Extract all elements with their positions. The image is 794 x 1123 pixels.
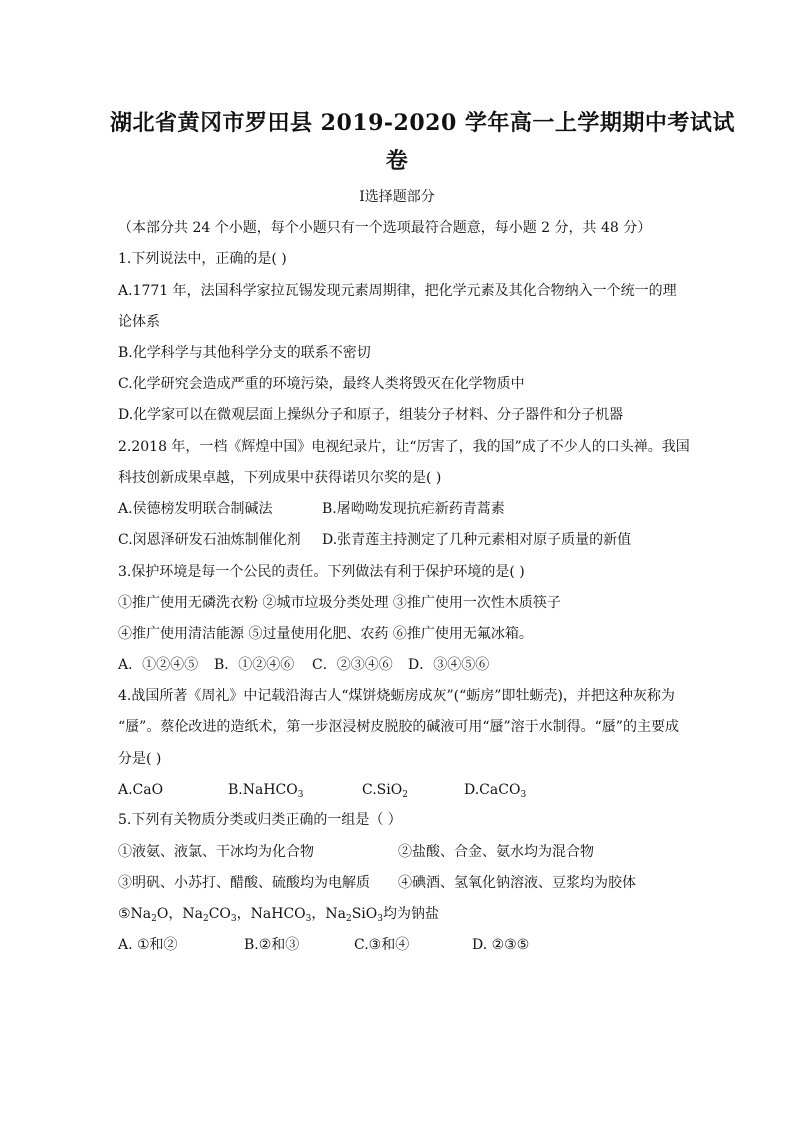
q2-option-a: A.侯德榜发明联合制碱法 <box>118 501 273 517</box>
q3-option-d: D．③④⑤⑥ <box>408 657 490 673</box>
q5-item-5-sub-6: 3 <box>377 914 383 924</box>
q5-option-a: A. ①和② <box>118 937 178 953</box>
q5-item-5-part-3: CO <box>208 906 231 922</box>
q5-item-5-sub-2: 2 <box>202 914 209 924</box>
q4-option-c <box>362 781 408 804</box>
q1-stem: 1.下列说法中，正确的是( ) <box>118 251 287 267</box>
q4-option-d-subscript: 3 <box>520 790 527 800</box>
q2-option-c: C.闵恩泽研发石油炼制催化剂 <box>118 532 301 548</box>
q4-option-b <box>228 781 303 804</box>
exam-title-line-2: 卷 <box>385 148 409 174</box>
q5-option-b: B.②和③ <box>244 937 300 953</box>
q1-option-a-line-2: 论体系 <box>118 314 160 330</box>
exam-title-line-1: 湖北省黄冈市罗田县 2019-2020 学年高一上学期期中考试试 <box>110 110 735 136</box>
q3-option-b: B．①②④⑥ <box>214 657 295 673</box>
q3-option-a: A．①②④⑤ <box>118 657 199 673</box>
q5-item-5-sub-3: 3 <box>230 914 237 924</box>
q3-stem: 3.保护环境是每一个公民的责任。下列做法有利于保护环境的是( ) <box>118 564 525 580</box>
q5-item-4: ④碘酒、氢氧化钠溶液、豆浆均为胶体 <box>398 875 636 891</box>
q5-option-c: C.③和④ <box>354 937 410 953</box>
q1-option-b: B.化学科学与其他科学分支的联系不密切 <box>118 345 371 361</box>
q4-stem-line-1: 4.战国所著《周礼》中记载沿海古人“煤饼烧蛎房成灰”(“蛎房”即牡蛎壳)，并把这种灰称为 <box>118 688 675 704</box>
q4-option-c-text: C.SiO <box>362 782 403 798</box>
q4-stem-line-3: 分是( ) <box>118 751 162 767</box>
q5-item-1: ①液氨、液氯、干冰均为化合物 <box>118 844 314 860</box>
q5-item-5-sub-5: 2 <box>345 914 352 924</box>
q4-option-c-subscript: 2 <box>402 790 408 800</box>
q4-option-a: A.CaO <box>118 782 164 798</box>
q5-item-5-part-7: 均为钠盐 <box>383 906 439 922</box>
q5-item-5-part-5: ，Na <box>311 906 346 922</box>
q5-item-5-sub-4: 3 <box>305 914 312 924</box>
q5-item-5-sub-1: 2 <box>151 914 157 924</box>
q5-item-2: ②盐酸、合金、氨水均为混合物 <box>398 844 594 860</box>
q1-option-d: D.化学家可以在微观层面上操纵分子和原子，组装分子材料、分子器件和分子机器 <box>118 407 624 423</box>
q4-option-d <box>464 781 526 804</box>
q4-option-d-text: D.CaCO <box>464 782 521 798</box>
q5-item-3: ③明矾、小苏打、醋酸、硫酸均为电解质 <box>118 875 370 891</box>
q5-item-5-part-4: ，NaHCO <box>236 906 306 922</box>
q4-option-b-subscript: 3 <box>297 790 304 800</box>
section-title: Ⅰ选择题部分 <box>359 189 435 205</box>
q1-option-a-line-1: A.1771 年，法国科学家拉瓦锡发现元素周期律，把化学元素及其化合物纳入一个统一的理 <box>118 283 677 299</box>
q5-item-5-part-1: ⑤Na <box>118 906 152 922</box>
q3-option-c: C．②③④⑥ <box>312 657 393 673</box>
q2-stem-line-2: 科技创新成果卓越，下列成果中获得诺贝尔奖的是( ) <box>118 470 442 486</box>
instructions: （本部分共 24 个小题，每个小题只有一个选项最符合题意，每小题 2 分，共 48 分） <box>118 220 652 236</box>
q4-stem-line-2: “蜃”。蔡伦改进的造纸术，第一步沤浸树皮脱胶的碱液可用“蜃”溶于水制得。“蜃”的主要成 <box>118 719 679 735</box>
q1-option-c: C.化学研究会造成严重的环境污染，最终人类将毁灭在化学物质中 <box>118 376 525 392</box>
q5-item-5-part-6: SiO <box>351 906 378 922</box>
q2-option-b: B.屠呦呦发现抗疟新药青蒿素 <box>322 501 505 517</box>
q3-items-line-2: ④推广使用清洁能源 ⑤过量使用化肥、农药 ⑥推广使用无氟冰箱。 <box>118 626 533 642</box>
q4-option-b-text: B.NaHCO <box>228 782 298 798</box>
q2-stem-line-1: 2.2018 年，一档《辉煌中国》电视纪录片，让“厉害了，我的国”成了不少人的口头禅。我国 <box>118 439 690 455</box>
q5-option-d: D. ②③⑤ <box>472 937 530 953</box>
q2-option-d: D.张青莲主持测定了几种元素相对原子质量的新值 <box>322 532 632 548</box>
q5-stem: 5.下列有关物质分类或归类正确的一组是（ ） <box>118 812 402 828</box>
q5-item-5-part-2: O，Na <box>156 906 203 922</box>
q3-items-line-1: ①推广使用无磷洗衣粉 ②城市垃圾分类处理 ③推广使用一次性木质筷子 <box>118 595 561 611</box>
q5-item-5 <box>118 905 439 928</box>
